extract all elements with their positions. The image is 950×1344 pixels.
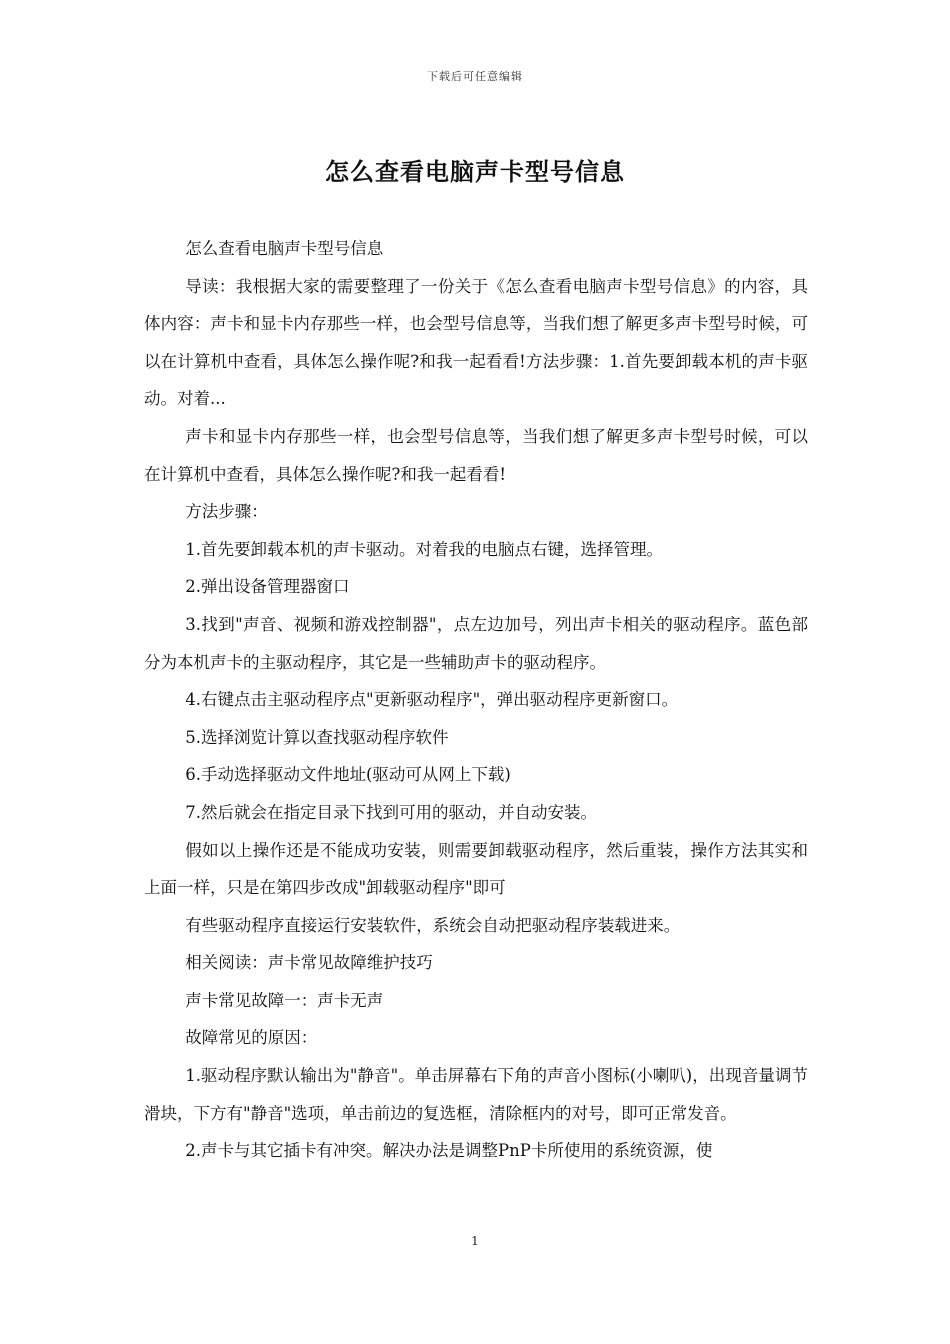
document-title: 怎么查看电脑声卡型号信息 — [325, 157, 625, 186]
paragraph-step-3: 3.找到"声音、视频和游戏控制器"，点左边加号，列出声卡相关的驱动程序。蓝色部分为本机声卡的主驱动程序，其它是一些辅助声卡的驱动程序。 — [144, 614, 808, 672]
paragraph-step-5: 5.选择浏览计算以查找驱动程序软件 — [185, 727, 449, 747]
paragraph-reinstall-note: 假如以上操作还是不能成功安装，则需要卸载驱动程序，然后重装，操作方法其实和上面一样，只是在第四步改成"卸载驱动程序"即可 — [144, 840, 808, 898]
paragraph-fault-1-heading: 声卡常见故障一：声卡无声 — [185, 990, 384, 1010]
paragraph-causes-heading: 故障常见的原因： — [185, 1028, 318, 1048]
paragraph-related-reading: 相关阅读：声卡常见故障维护技巧 — [185, 953, 433, 973]
paragraph-cause-2: 2.声卡与其它插卡有冲突。解决办法是调整PnP卡所使用的系统资源，使 — [185, 1141, 713, 1161]
paragraph-intro: 导读：我根据大家的需要整理了一份关于《怎么查看电脑声卡型号信息》的内容，具体内容：声卡和显卡内存那些一样，也会型号信息等，当我们想了解更多声卡型号时候，可以在计算机中查看，具体怎么操作呢?和我一起看看!方法步骤：1.首先要卸载本机的声卡驱动。对着... — [144, 276, 808, 409]
paragraph-subtitle: 怎么查看电脑声卡型号信息 — [185, 239, 384, 258]
paragraph-steps-heading: 方法步骤： — [185, 502, 268, 522]
paragraph-step-6: 6.手动选择驱动文件地址(驱动可从网上下载) — [185, 765, 511, 785]
paragraph-step-1: 1.首先要卸载本机的声卡驱动。对着我的电脑点右键，选择管理。 — [185, 539, 663, 559]
document-body — [144, 230, 808, 1170]
paragraph-step-4: 4.右键点击主驱动程序点"更新驱动程序"，弹出驱动程序更新窗口。 — [185, 690, 679, 710]
page-number: 1 — [471, 1234, 479, 1248]
paragraph-step-2: 2.弹出设备管理器窗口 — [185, 577, 350, 597]
paragraph-auto-install-note: 有些驱动程序直接运行安装软件，系统会自动把驱动程序装载进来。 — [185, 915, 681, 935]
paragraph-overview: 声卡和显卡内存那些一样，也会型号信息等，当我们想了解更多声卡型号时候，可以在计算机中查看，具体怎么操作呢?和我一起看看! — [144, 426, 808, 484]
paragraph-step-7: 7.然后就会在指定目录下找到可用的驱动，并自动安装。 — [185, 802, 597, 822]
page-header-note: 下载后可任意编辑 — [427, 70, 523, 83]
paragraph-cause-1: 1.驱动程序默认输出为"静音"。单击屏幕右下角的声音小图标(小喇叭)，出现音量调节滑块，下方有"静音"选项，单击前边的复选框，清除框内的对号，即可正常发音。 — [144, 1066, 808, 1123]
